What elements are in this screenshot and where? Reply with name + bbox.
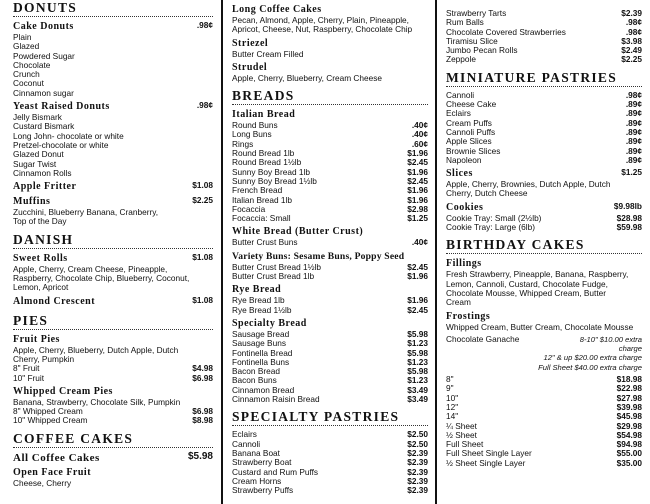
- item-label: Round Bread 1½lb: [232, 157, 302, 168]
- variety-buns-list: [232, 263, 428, 282]
- item-price: $5.98: [407, 328, 428, 339]
- item-label: Brownie Slices: [446, 145, 501, 156]
- apple-fritter-price: $1.08: [192, 180, 213, 191]
- item-label: Butter Crust Bread 1lb: [232, 271, 315, 282]
- size-label: 8" Whipped Cream: [13, 406, 83, 417]
- size-price: $6.98: [192, 372, 213, 383]
- list-item: Banana, Strawberry, Chocolate Silk, Pumpkin: [13, 396, 181, 407]
- list-item: Apple, Cherry, Cream Cheese, Pineapple,: [13, 263, 168, 274]
- cake-donuts-name: Cake Donuts: [13, 21, 74, 32]
- specialty-bread-name: Specialty Bread: [232, 317, 307, 329]
- list-item: Cinnamon Rolls: [13, 167, 72, 178]
- item-label: Long Buns: [232, 129, 272, 140]
- size-label: 10" Whipped Cream: [13, 415, 88, 426]
- menu-column-3: [446, 0, 642, 504]
- menu-column-2: [232, 0, 428, 504]
- price-row: [446, 384, 642, 393]
- item-label: Focaccia: [232, 203, 266, 214]
- specialty-pastries-list: [232, 430, 428, 495]
- item-price: $59.98: [616, 222, 642, 233]
- list-item: Chocolate Mousse, Whipped Cream, Butter: [446, 287, 607, 298]
- item-price: $2.39: [407, 485, 428, 496]
- item-price: .89¢: [625, 126, 642, 137]
- yeast-donuts-list: [13, 113, 213, 178]
- item-label: Napoleon: [446, 154, 482, 165]
- list-item: Raspberry, Chocolate Chip, Blueberry, Coconut,: [13, 273, 190, 284]
- apple-fritter-name: Apple Fritter: [13, 181, 77, 193]
- item-label: Round Bread 1lb: [232, 148, 295, 159]
- miniature-pastries-list: [446, 91, 642, 165]
- price-row: [446, 100, 642, 109]
- item-label: French Bread: [232, 185, 283, 196]
- list-item: Crunch: [13, 69, 40, 80]
- item-price: .98¢: [625, 89, 642, 100]
- long-coffee-cakes-name: Long Coffee Cakes: [232, 4, 322, 15]
- item-label: Cheese Cake: [446, 99, 497, 110]
- item-price: .89¢: [625, 136, 642, 147]
- cookies-row: [446, 202, 642, 214]
- item-price: $1.25: [407, 213, 428, 224]
- item-price: $18.98: [616, 374, 642, 385]
- list-item: Apple, Cherry, Blueberry, Cream Cheese: [232, 72, 383, 83]
- item-price: $1.96: [407, 295, 428, 306]
- item-price: .40¢: [411, 129, 428, 140]
- item-price: $1.96: [407, 185, 428, 196]
- item-price: $1.96: [407, 194, 428, 205]
- list-item: Apple, Cherry, Blueberry, Dutch Apple, Dutch: [13, 344, 179, 355]
- dotted-rule: [13, 447, 213, 448]
- list-item: Jelly Bismark: [13, 112, 62, 123]
- italian-bread-list: [232, 121, 428, 223]
- section-title-donuts: DONUTS: [13, 0, 78, 15]
- list-item: Plain: [13, 32, 32, 42]
- size-label: 8" Fruit: [13, 363, 40, 374]
- item-price: .89¢: [625, 99, 642, 110]
- item-label: Cream Puffs: [446, 117, 492, 128]
- item-price: $27.98: [616, 392, 642, 403]
- item-price: $2.39: [407, 466, 428, 477]
- item-label: Bacon Buns: [232, 375, 277, 386]
- item-price: $5.98: [407, 347, 428, 358]
- white-bread-name: White Bread (Butter Crust): [232, 226, 364, 238]
- price-row: [446, 394, 642, 403]
- size-label: 10" Fruit: [13, 372, 45, 383]
- muffins-name: Muffins: [13, 196, 51, 208]
- item-price: $2.45: [407, 157, 428, 168]
- item-price: $2.45: [407, 175, 428, 186]
- almond-crescent-price: $1.08: [192, 294, 213, 305]
- item-price: $2.45: [407, 304, 428, 315]
- item-price: $1.23: [407, 375, 428, 386]
- item-label: ½ Sheet: [446, 429, 477, 440]
- list-item: Powdered Sugar: [13, 50, 75, 61]
- item-label: Sunny Boy Bread 1½lb: [232, 175, 317, 186]
- item-price: .98¢: [625, 17, 642, 28]
- item-label: Italian Bread 1lb: [232, 194, 292, 205]
- item-price: .89¢: [625, 145, 642, 156]
- item-label: Butter Crust Buns: [232, 237, 298, 248]
- item-label: Cinnamon Bread: [232, 384, 295, 395]
- item-price: $1.96: [407, 166, 428, 177]
- item-price: $3.49: [407, 394, 428, 405]
- price-row: [13, 416, 213, 425]
- item-price: .98¢: [625, 26, 642, 37]
- price-row: [232, 272, 428, 281]
- item-label: Strawberry Boat: [232, 457, 292, 468]
- price-row: [446, 223, 642, 232]
- item-price: $2.50: [407, 429, 428, 440]
- item-price: $2.50: [407, 438, 428, 449]
- rye-bread-name: Rye Bread: [232, 284, 282, 296]
- price-row: [232, 130, 428, 139]
- item-price: .89¢: [625, 108, 642, 119]
- item-label: Fontinella Bread: [232, 347, 293, 358]
- list-item: Glazed Donut: [13, 149, 64, 160]
- item-label: Cannoli: [446, 89, 475, 100]
- item-price: .89¢: [625, 154, 642, 165]
- item-price: $54.98: [616, 429, 642, 440]
- price-row: [446, 403, 642, 412]
- item-label: Sausage Buns: [232, 338, 286, 349]
- price-row: [13, 374, 213, 383]
- item-label: Bacon Bread: [232, 366, 280, 377]
- item-price: $28.98: [616, 212, 642, 223]
- item-label: Sunny Boy Bread 1lb: [232, 166, 310, 177]
- pastries-continued-list: [446, 9, 642, 65]
- list-item: Butter Cream Filled: [232, 48, 304, 59]
- size-price: $4.98: [192, 363, 213, 374]
- list-item: Pecan, Almond, Apple, Cherry, Plain, Pineapple,: [232, 15, 409, 25]
- price-row: [446, 55, 642, 64]
- ganache-charge-line: 12" & up $20.00 extra charge: [543, 353, 642, 363]
- item-price: $2.39: [621, 8, 642, 18]
- column-divider-left: [221, 0, 223, 504]
- list-item: Long John- chocolate or white: [13, 130, 124, 141]
- item-label: Focaccia: Small: [232, 213, 291, 224]
- price-row: [446, 459, 642, 468]
- dotted-rule: [13, 329, 213, 330]
- item-label: Cannoli Puffs: [446, 126, 496, 137]
- item-label: Cream Horns: [232, 475, 282, 486]
- dotted-rule: [446, 253, 642, 254]
- item-price: $1.23: [407, 356, 428, 367]
- list-item: Coconut: [13, 78, 44, 89]
- item-label: Strawberry Puffs: [232, 485, 294, 496]
- item-label: Rye Bread 1lb: [232, 295, 285, 306]
- menu-column-1: [13, 0, 213, 504]
- open-face-fruit-name: Open Face Fruit: [13, 466, 92, 478]
- list-item: Apple, Cherry, Brownies, Dutch Apple, Dutch: [446, 179, 611, 190]
- price-row: [232, 214, 428, 223]
- dotted-rule: [232, 104, 428, 105]
- fillings-name: Fillings: [446, 258, 482, 270]
- list-item: Cream: [446, 297, 471, 308]
- item-label: Chocolate Covered Strawberries: [446, 26, 566, 37]
- item-label: Eclairs: [446, 108, 471, 119]
- slices-name: Slices: [446, 168, 473, 180]
- slices-price: $1.25: [621, 167, 642, 178]
- item-label: Rye Bread 1½lb: [232, 304, 292, 315]
- item-label: 14": [446, 411, 459, 422]
- section-title-breads: BREADS: [232, 88, 295, 104]
- price-row: [446, 375, 642, 384]
- list-item: Pretzel-chocolate or white: [13, 139, 109, 150]
- strudel-name: Strudel: [232, 61, 268, 73]
- column-divider-right: [435, 0, 437, 504]
- item-price: $2.45: [407, 261, 428, 272]
- item-price: .40¢: [411, 120, 428, 131]
- list-item: Apricot, Cheese, Nut, Raspberry, Chocolate Chip: [232, 24, 413, 35]
- italian-bread-name: Italian Bread: [232, 109, 296, 121]
- item-price: .60¢: [411, 138, 428, 149]
- whipped-pies-name: Whipped Cream Pies: [13, 385, 113, 397]
- price-row: [232, 486, 428, 495]
- item-label: Cookie Tray: Small (2½lb): [446, 212, 542, 223]
- list-item: Glazed: [13, 41, 40, 52]
- item-price: $35.00: [616, 457, 642, 468]
- list-item: Whipped Cream, Butter Cream, Chocolate Mousse: [446, 321, 634, 332]
- apple-fritter-row: [13, 181, 213, 193]
- item-price: .40¢: [411, 237, 428, 248]
- price-row: [446, 156, 642, 165]
- cake-sizes-list: [446, 375, 642, 468]
- item-label: Apple Slices: [446, 136, 492, 147]
- size-price: $6.98: [192, 406, 213, 417]
- section-title-birthday-cakes: BIRTHDAY CAKES: [446, 237, 585, 253]
- cookies-name: Cookies: [446, 201, 484, 213]
- item-price: .89¢: [625, 117, 642, 128]
- item-label: ½ Sheet Single Layer: [446, 457, 526, 468]
- all-coffee-cakes-row: [13, 452, 213, 464]
- item-price: $1.23: [407, 338, 428, 349]
- list-item: Sugar Twist: [13, 158, 57, 169]
- list-item: Top of the Day: [13, 216, 67, 227]
- list-item: Cherry, Pumpkin: [13, 353, 75, 364]
- item-label: ¼ Sheet: [446, 420, 477, 431]
- list-item: Lemon, Apricot: [13, 282, 69, 293]
- item-label: Tiramisu Slice: [446, 35, 498, 46]
- cake-donuts-list: [13, 33, 213, 98]
- cookies-price: $9.98lb: [613, 200, 642, 211]
- cake-donuts-row: [13, 21, 213, 33]
- dotted-rule: [13, 248, 213, 249]
- yeast-donuts-name: Yeast Raised Donuts: [13, 101, 110, 113]
- frostings-name: Frostings: [446, 310, 491, 322]
- item-price: $2.39: [407, 447, 428, 458]
- price-row: [232, 430, 428, 439]
- list-item: Custard Bismark: [13, 121, 75, 132]
- item-price: $1.96: [407, 148, 428, 159]
- item-price: $3.98: [621, 35, 642, 46]
- variety-buns-name: Variety Buns: Sesame Buns, Poppy Seed: [232, 250, 405, 262]
- rye-bread-list: [232, 296, 428, 315]
- price-row: [232, 306, 428, 315]
- sweet-rolls-price: $1.08: [192, 251, 213, 262]
- list-item: Lemon, Cannoli, Custard, Chocolate Fudge,: [446, 278, 608, 289]
- item-label: 12": [446, 401, 459, 412]
- item-label: Full Sheet: [446, 439, 484, 450]
- almond-crescent-name: Almond Crescent: [13, 295, 96, 307]
- dotted-rule: [446, 86, 642, 87]
- item-label: Cinnamon Raisin Bread: [232, 394, 320, 405]
- item-price: $94.98: [616, 439, 642, 450]
- muffins-price: $2.25: [192, 195, 213, 206]
- item-label: Rum Balls: [446, 17, 484, 28]
- ganache-block: [446, 335, 642, 354]
- ganache-charge-line: Full Sheet $40.00 extra charge: [538, 362, 642, 372]
- section-title-pies: PIES: [13, 312, 49, 328]
- item-price: $2.25: [621, 54, 642, 65]
- item-price: $22.98: [616, 383, 642, 394]
- specialty-bread-list: [232, 330, 428, 404]
- item-label: Sausage Bread: [232, 328, 290, 339]
- almond-crescent-row: [13, 296, 213, 308]
- dotted-rule: [13, 16, 213, 17]
- fruit-pies-name: Fruit Pies: [13, 333, 60, 345]
- yeast-donuts-price: .98¢: [196, 100, 213, 111]
- item-label: Full Sheet Single Layer: [446, 448, 532, 459]
- item-label: Rings: [232, 138, 254, 149]
- white-bread-list: [232, 238, 428, 247]
- item-price: $2.39: [407, 457, 428, 468]
- price-row: [232, 238, 428, 247]
- item-price: $29.98: [616, 420, 642, 431]
- item-price: $2.49: [621, 45, 642, 56]
- cookie-tray-list: [446, 214, 642, 233]
- sweet-rolls-name: Sweet Rolls: [13, 252, 68, 264]
- section-title-danish: DANISH: [13, 231, 74, 247]
- ganache-label: Chocolate Ganache: [446, 333, 520, 344]
- item-label: Jumbo Pecan Rolls: [446, 45, 518, 56]
- item-label: 9": [446, 383, 454, 394]
- list-item: Cinnamon sugar: [13, 87, 74, 98]
- item-label: Cookie Tray: Large (6lb): [446, 222, 536, 233]
- item-label: 10": [446, 392, 459, 403]
- item-label: 8": [446, 374, 454, 385]
- section-title-specialty-pastries: SPECIALTY PASTRIES: [232, 409, 400, 425]
- item-price: $55.00: [616, 448, 642, 459]
- all-coffee-cakes-name: All Coffee Cakes: [13, 451, 100, 464]
- section-title-miniature-pastries: MINIATURE PASTRIES: [446, 69, 618, 85]
- section-title-coffee-cakes: COFFEE CAKES: [13, 430, 134, 446]
- item-label: Strawberry Tarts: [446, 8, 507, 18]
- item-price: $2.39: [407, 475, 428, 486]
- list-item: Cheese, Cherry: [13, 477, 72, 488]
- list-item: Zucchini, Blueberry Banana, Cranberry,: [13, 207, 159, 218]
- item-label: Cannoli: [232, 438, 261, 449]
- sweet-rolls-row: [13, 253, 213, 265]
- striezel-name: Striezel: [232, 37, 269, 49]
- list-item: Chocolate: [13, 59, 51, 70]
- item-label: Fontinella Buns: [232, 356, 290, 367]
- item-price: $45.98: [616, 411, 642, 422]
- item-label: Banana Boat: [232, 447, 280, 458]
- size-price: $8.98: [192, 415, 213, 426]
- ganache-charge-line: 8-10" $10.00 extra charge: [579, 334, 642, 354]
- item-price: $3.49: [407, 384, 428, 395]
- item-label: Eclairs: [232, 429, 257, 440]
- list-item: Cherry, Dutch Cheese: [446, 188, 528, 199]
- all-coffee-cakes-price: $5.98: [187, 450, 213, 462]
- item-label: Zeppole: [446, 54, 476, 65]
- item-label: Round Buns: [232, 120, 278, 131]
- ganache-charges: [566, 335, 642, 354]
- cake-donuts-price: .98¢: [196, 20, 213, 30]
- item-label: Custard and Rum Puffs: [232, 466, 319, 477]
- price-row: [232, 395, 428, 404]
- item-price: $2.98: [407, 203, 428, 214]
- item-price: $5.98: [407, 366, 428, 377]
- item-price: $39.98: [616, 401, 642, 412]
- dotted-rule: [232, 425, 428, 426]
- item-price: $1.96: [407, 271, 428, 282]
- list-item: Fresh Strawberry, Pineapple, Banana, Raspberry,: [446, 269, 629, 280]
- item-label: Butter Crust Bread 1½lb: [232, 261, 322, 272]
